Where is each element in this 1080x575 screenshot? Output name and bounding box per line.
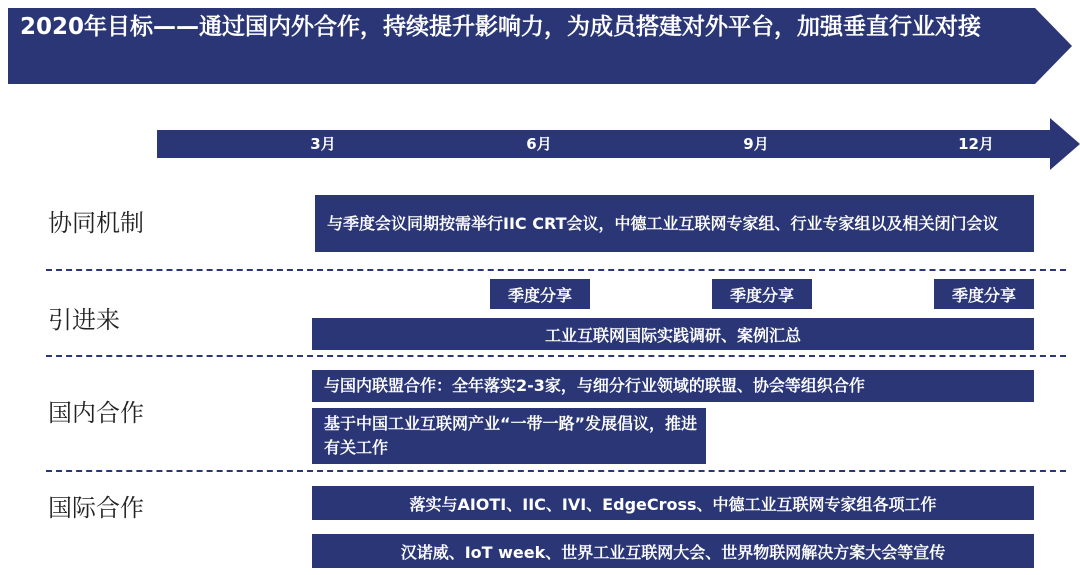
- month-label-12: 12月: [958, 135, 994, 153]
- belt-road-initiative-box: 基于中国工业互联网产业“一带一路”发展倡议，推进有关工作: [312, 408, 706, 464]
- month-label-9: 9月: [743, 135, 769, 153]
- page-title: 2020年目标——通过国内外合作，持续提升影响力，为成员搭建对外平台，加强垂直行业对接: [20, 14, 982, 40]
- month-label-6: 6月: [526, 135, 552, 153]
- row-label-bring-in: 引进来: [48, 306, 120, 334]
- coordination-meetings-box: 与季度会议同期按需举行IIC CRT会议，中德工业互联网专家组、行业专家组以及相关闭门会议: [315, 195, 1034, 252]
- month-label-3: 3月: [310, 135, 336, 153]
- row-divider: [46, 269, 1066, 271]
- row-label-international: 国际合作: [48, 494, 144, 522]
- international-orgs-box: 落实与AIOTI、IIC、IVI、EdgeCross、中德工业互联网专家组各项工作: [312, 486, 1034, 520]
- domestic-alliance-box: 与国内联盟合作：全年落实2-3家，与细分行业领域的联盟、协会等组织合作: [312, 370, 1034, 402]
- row-divider: [46, 470, 1066, 472]
- row-label-domestic: 国内合作: [48, 399, 144, 427]
- quarterly-share-box-3: 季度分享: [934, 279, 1034, 309]
- international-practice-research-box: 工业互联网国际实践调研、案例汇总: [312, 318, 1034, 350]
- quarterly-share-box-1: 季度分享: [490, 279, 590, 309]
- quarterly-share-box-2: 季度分享: [712, 279, 812, 309]
- row-label-coordination: 协同机制: [48, 209, 144, 237]
- row-divider: [46, 355, 1066, 357]
- events-promotion-box: 汉诺威、IoT week、世界工业互联网大会、世界物联网解决方案大会等宣传: [312, 534, 1034, 568]
